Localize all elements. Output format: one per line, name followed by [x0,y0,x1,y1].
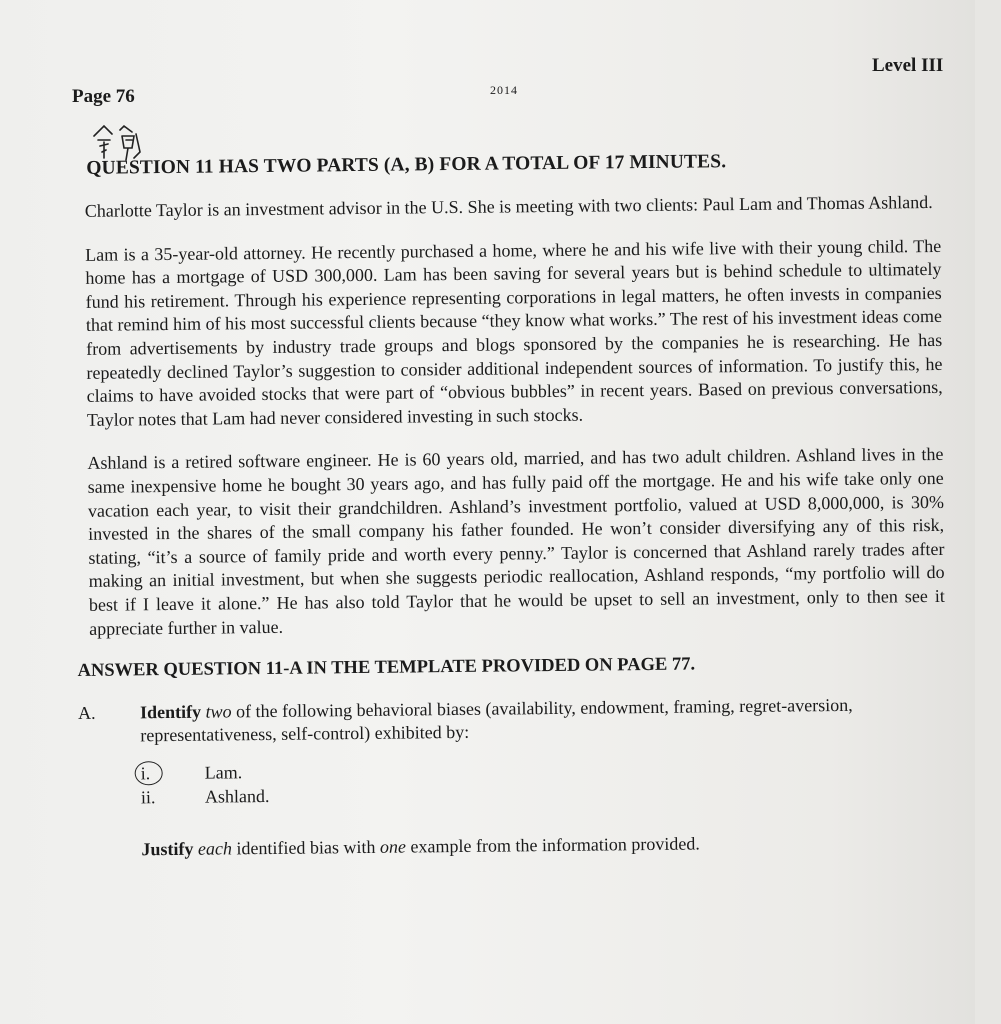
level-label: Level III [872,55,944,76]
one-word: one [379,836,407,857]
item-name: Lam. [204,762,243,783]
paragraph-intro: Charlotte Taylor is an investment advisor in the U.S. She is meeting with two clients: Paul Lam and Thomas Ashland. [84,191,933,221]
justify-end: example from the information provided. [410,833,700,857]
item-number: i. [141,761,205,786]
two-word: two [205,701,232,722]
justify-word: Justify [141,838,194,860]
each-word: each [197,838,233,859]
page-edge [975,0,1001,1024]
identify-word: Identify [139,701,202,723]
year-label: 2014 [490,83,518,97]
justify-mid: identified bias with [236,836,376,859]
question-a [78,693,946,748]
paragraph-ashland: Ashland is a retired software engineer. He is 60 years old, married, and has two adult children. Ashland lives in the same inexpensive home he bought 30 years ago, and has fully paid off the mortgage. He and his wife take only one vacation each year, to visit their grandchildren. Ashland’s investment portfolio, valued at USD 8,000,000, is 30% invested in the shares of the small company his father founded. He won’t consider diversifying any of this risk, stating, “it’s a source of family pride and worth every penny.” Taylor is concerned that Ashland rarely trades after making an initial investment, but when she suggests periodic reallocation, Ashland responds, “my portfolio will do best if I leave it alone.” He has also told Taylor that he would be upset to sell an investment, only to then see it appreciate further in value. [87,444,945,639]
paragraph-lam: Lam is a 35-year-old attorney. He recently purchased a home, where he and his wife live with their young child. The home has a mortgage of USD 300,000. Lam has been saving for several years but is behind schedule to ultimately fund his retirement. Through his experience representing corporations in legal matters, he often invests in companies that remind him of his most successful clients because “they know what works.” The rest of his investment ideas come from advertisements by industry trade groups and blogs sponsored by the companies he is researching. He has repeatedly declined Taylor’s suggestion to consider additional independent sources of information. To justify this, he claims to have avoided stocks that were part of “obvious bubbles” in recent years. Based on previous conversations, Taylor notes that Lam had never considered investing in such stocks. [85,235,943,430]
item-name: Ashland. [204,786,270,807]
question-a-rest: of the following behavioral biases (availability, endowment, framing, regret-aversion, representativeness, self-control) exhibited by: [140,694,853,746]
answer-instruction: ANSWER QUESTION 11-A IN THE TEMPLATE PROVIDED ON PAGE 77. [77,654,696,682]
question-a-text [140,693,946,747]
question-title: QUESTION 11 HAS TWO PARTS (A, B) FOR A TOTAL OF 17 MINUTES. [86,151,727,179]
page-number: Page 76 [72,86,135,107]
item-number: ii. [140,787,156,808]
question-a-letter: A. [77,702,96,724]
justify-instruction [141,829,947,861]
page-content [72,127,948,862]
